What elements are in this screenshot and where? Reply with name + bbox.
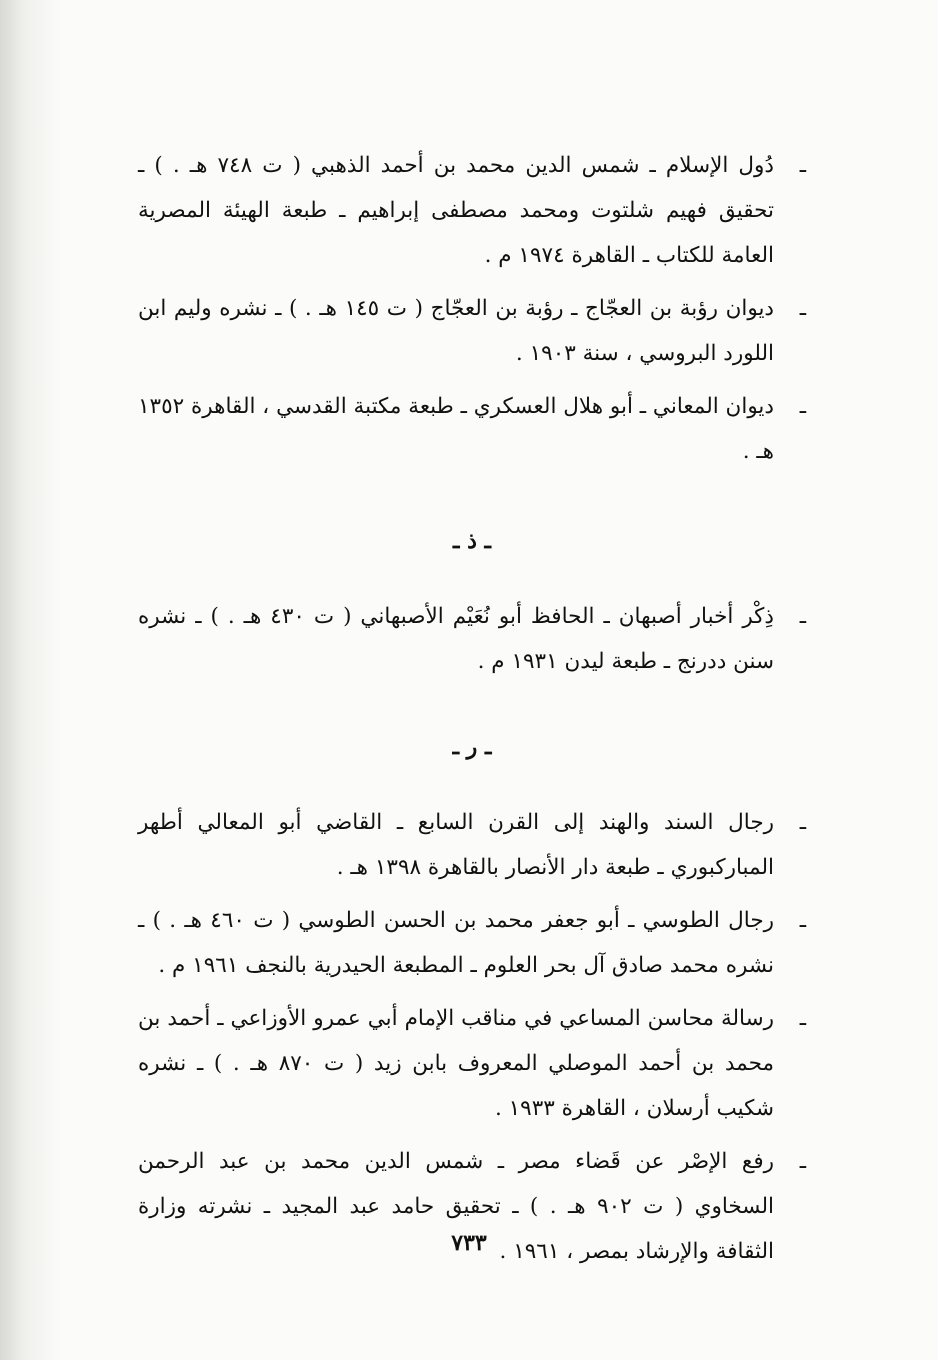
entry-text: ذِكْر أخبار أصبهان ـ الحافظ أبو نُعَيْم الأصبهاني ( ت ٤٣٠ هـ . ) ـ نشره سنن ددرنج ـ طبعة ليدن ١٩٣١ م . [138, 604, 774, 674]
bibliography-list [138, 143, 806, 1282]
bibliography-entry [138, 898, 806, 988]
entry-text: ديوان رؤبة بن العجّاج ـ رؤبة بن العجّاج ( ت ١٤٥ هـ . ) ـ نشره وليم ابن اللورد البروسي ، سنة ١٩٠٣ . [138, 296, 775, 366]
bibliography-entry [138, 800, 806, 890]
entry-dash: ـ [799, 604, 806, 629]
section-heading-ra: ـ ر ـ [452, 734, 492, 760]
entry-dash: ـ [799, 296, 806, 321]
bibliography-entry [138, 384, 806, 474]
entry-dash: ـ [799, 1006, 806, 1031]
page-edge-shadow [0, 0, 60, 1360]
entry-text: رجال الطوسي ـ أبو جعفر محمد بن الحسن الطوسي ( ت ٤٦٠ هـ . ) ـ نشره محمد صادق آل بحر العلوم ـ المطبعة الحيدرية بالنجف ١٩٦١ م . [138, 908, 774, 978]
entry-dash: ـ [799, 810, 806, 835]
page-number: ٧٣٣ [451, 1230, 487, 1256]
bibliography-entry [138, 286, 806, 376]
entry-dash: ـ [799, 153, 806, 178]
entry-dash: ـ [799, 1149, 806, 1174]
entry-text: دُول الإسلام ـ شمس الدين محمد بن أحمد الذهبي ( ت ٧٤٨ هـ . ) ـ تحقيق فهيم شلتوت ومحمد مصطفى إبراهيم ـ طبعة الهيئة المصرية العامة للكتاب ـ القاهرة ١٩٧٤ م . [138, 153, 774, 268]
section-heading-dhal: ـ ذ ـ [452, 528, 491, 554]
bibliography-entry [138, 996, 806, 1131]
entry-dash: ـ [799, 394, 806, 419]
entry-text: رسالة محاسن المساعي في مناقب الإمام أبي عمرو الأوزاعي ـ أحمد بن محمد بن أحمد الموصلي المعروف بابن زيد ( ت ٨٧٠ هـ . ) ـ نشره شكيب أرسلان ، القاهرة ١٩٣٣ . [138, 1006, 775, 1121]
entry-text: رفع الإصْر عن قَضاء مصر ـ شمس الدين محمد بن عبد الرحمن السخاوي ( ت ٩٠٢ هـ . ) ـ تحقيق حامد عبد المجيد ـ نشرته وزارة الثقافة والإرشاد بمصر ، ١٩٦١ . [138, 1149, 774, 1264]
bibliography-entry [138, 143, 806, 278]
bibliography-entry [138, 594, 806, 684]
entry-text: ديوان المعاني ـ أبو هلال العسكري ـ طبعة مكتبة القدسي ، القاهرة ١٣٥٢ هـ . [138, 394, 774, 464]
entry-text: رجال السند والهند إلى القرن السابع ـ القاضي أبو المعالي أطهر المباركبوري ـ طبعة دار الأنصار بالقاهرة ١٣٩٨ هـ . [138, 810, 774, 880]
entry-dash: ـ [799, 908, 806, 933]
